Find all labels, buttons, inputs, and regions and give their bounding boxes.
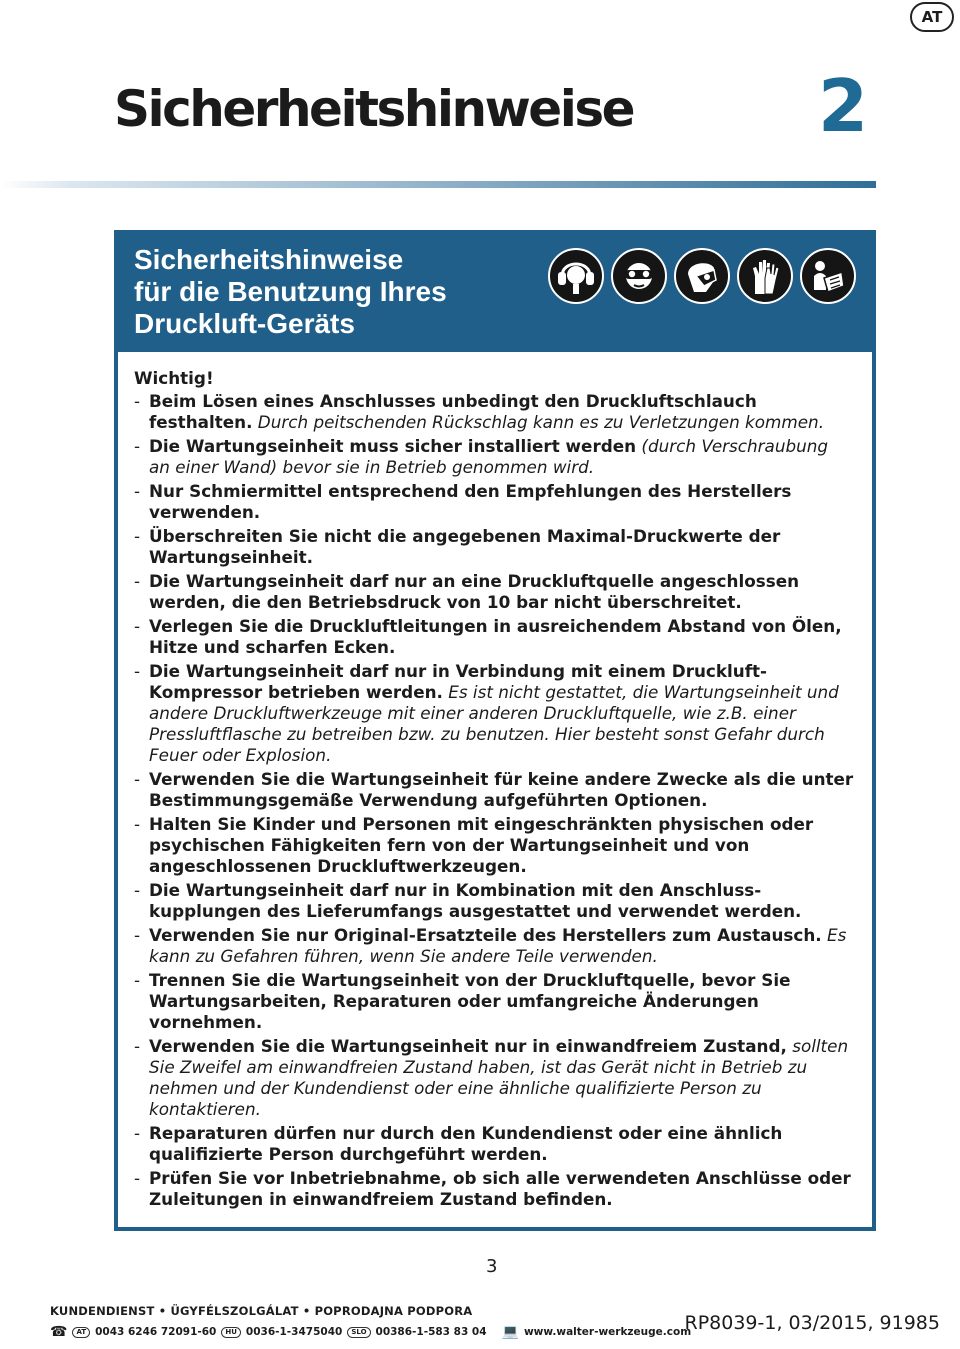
footer-contact-row [50,1324,691,1340]
read-manual-icon [800,248,856,304]
item-bold-text: Verwenden Sie nur Original-Ersatzteile des Herstellers zum Austausch. [149,925,822,945]
title-line-3: Druckluft-Geräts [134,308,355,339]
ear-protection-icon [548,248,604,304]
safety-box-header [118,234,872,352]
list-item [134,391,854,433]
item-italic-text: (durch Verschraubung an einer Wand) bevor sie in Betrieb genommen wird. [149,436,829,477]
list-item [134,526,854,568]
list-item [134,436,854,478]
item-bold-text: Verwenden Sie die Wartungseinheit für keine andere Zwecke als die unter Bestimmungsgemäße Verwendung aufgeführten Optionen. [149,769,854,810]
document-code: RP8039-1, 03/2015, 91985 [684,1312,940,1334]
laptop-icon: 💻 [501,1324,519,1340]
phone-number-hu: 0036-1-3475040 [245,1326,343,1338]
header-rule [0,181,876,188]
country-code-hu: HU [221,1327,241,1338]
safety-list [134,391,854,1210]
list-item [134,481,854,523]
list-item [134,769,854,811]
dust-mask-icon [674,248,730,304]
country-code-at: AT [72,1327,90,1338]
phone-number-at: 0043 6246 72091-60 [95,1326,217,1338]
protective-gloves-icon [737,248,793,304]
item-bold-text: Nur Schmiermittel entsprechend den Empfehlungen des Herstellers verwenden. [149,481,792,522]
list-item [134,925,854,967]
list-item [134,880,854,922]
item-bold-text: Reparaturen dürfen nur durch den Kundendienst oder eine ähnlich qualifizierte Person durchgeführt werden. [149,1123,783,1164]
item-bold-text: Überschreiten Sie nicht die angegebenen Maximal-Druckwerte der Wartungseinheit. [149,526,781,567]
ppe-icons [548,248,856,304]
country-badge: AT [910,2,954,32]
item-italic-text: Es ist nicht gestattet, die Wartungseinheit und andere Druckluftwerkzeuge mit einer anderen Druckluftquelle, wie z.B. einer Pressluftflasche zu betreiben bzw. zu benutzen. Hier besteht sonst Gefahr durch Feuer oder Explosion. [149,682,839,765]
item-bold-text: Verlegen Sie die Druckluftleitungen in ausreichendem Abstand von Ölen, Hitze und scharfen Ecken. [149,616,842,657]
phone-number-slo: 00386-1-583 83 04 [375,1326,487,1338]
website-link[interactable]: www.walter-werkzeuge.com [523,1326,692,1338]
list-item [134,571,854,613]
safety-box-title [134,244,447,340]
title-line-2: für die Benutzung Ihres [134,276,447,307]
list-item [134,1168,854,1210]
chapter-number: 2 [818,64,866,148]
item-italic-text: Es kann zu Gefahren führen, wenn Sie andere Teile verwenden. [149,925,847,966]
item-bold-text: Die Wartungseinheit darf nur in Verbindung mit einem Druckluft-Kompressor betrieben werden. [149,661,768,702]
list-item [134,616,854,658]
page-title: Sicherheitshinweise [114,80,634,138]
list-item [134,814,854,877]
item-italic-text: Durch peitschenden Rückschlag kann es zu Verletzungen kommen. [252,412,825,432]
item-bold-text: Verwenden Sie die Wartungseinheit nur in einwandfreiem Zustand, [149,1036,787,1056]
safety-content [134,368,854,1213]
item-bold-text: Die Wartungseinheit darf nur an eine Druckluftquelle angeschlossen werden, die den Betriebsdruck von 10 bar nicht überschreitet. [149,571,800,612]
phone-icon: ☎ [50,1324,68,1340]
page-number: 3 [486,1256,498,1277]
important-label: Wichtig! [134,368,214,388]
footer-service-line: KUNDENDIENST • ÜGYFÉLSZOLGÁLAT • POPRODAJNA PODPORA [50,1304,473,1318]
item-italic-text: sollten Sie Zweifel am einwandfreien Zustand haben, ist das Gerät nicht in Betrieb zu nehmen und der Kundendienst oder eine ähnliche qualifizierte Person zu kontaktieren. [149,1036,849,1119]
country-code-slo: SLO [347,1327,370,1338]
footer [50,1304,946,1344]
item-bold-text: Halten Sie Kinder und Personen mit eingeschränkten physischen oder psychischen Fähigkeiten fern von der Wartungseinheit und von angeschlossenen Druckluftwerkzeugen. [149,814,814,876]
list-item [134,661,854,766]
item-bold-text: Beim Lösen eines Anschlusses unbedingt den Druckluftschlauch festhalten. [149,391,757,432]
item-bold-text: Die Wartungseinheit muss sicher installiert werden [149,436,637,456]
item-bold-text: Prüfen Sie vor Inbetriebnahme, ob sich alle verwendeten Anschlüsse oder Zuleitungen in einwandfreiem Zustand befinden. [149,1168,851,1209]
safety-box [114,230,876,1231]
safety-glasses-icon [611,248,667,304]
list-item [134,970,854,1033]
item-bold-text: Die Wartungseinheit darf nur in Kombination mit den Anschluss-kupplungen des Lieferumfangs ausgestattet und verwendet werden. [149,880,802,921]
list-item [134,1123,854,1165]
list-item [134,1036,854,1120]
item-bold-text: Trennen Sie die Wartungseinheit von der Druckluftquelle, bevor Sie Wartungsarbeiten, Reparaturen oder umfangreiche Änderungen vornehmen. [149,970,791,1032]
title-line-1: Sicherheitshinweise [134,244,404,275]
